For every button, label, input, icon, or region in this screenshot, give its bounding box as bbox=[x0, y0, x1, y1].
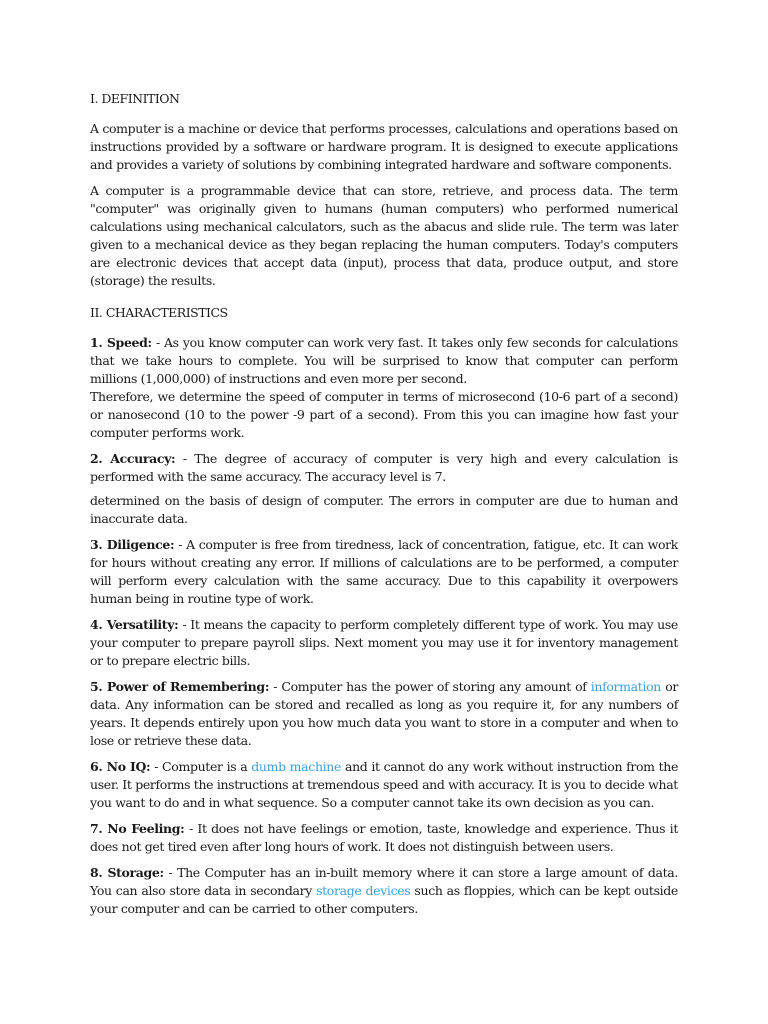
section-heading-definition: I. DEFINITION bbox=[90, 91, 180, 106]
storage-label: 8. Storage: bbox=[90, 865, 164, 880]
characteristic-diligence bbox=[90, 536, 678, 608]
storage-text-before: - The Computer has an in-built memory where it can store a large amount of data. You can also store data in secondary bbox=[90, 865, 678, 898]
section-heading-characteristics: II. CHARACTERISTICS bbox=[90, 305, 228, 320]
versatility-label: 4. Versatility: bbox=[90, 617, 179, 632]
definition-paragraph-2: A computer is a programmable device that can store, retrieve, and process data. The term "computer" was originally given to humans (human computers) who performed numerical calculations using mechanical calculators, such as the abacus and slide rule. The term was later given to a mechanical device as they began replacing the human computers. Today's computers are electronic devices that accept data (input), process that data, produce output, and store (storage) the results. bbox=[90, 183, 678, 288]
speed-text-1: - As you know computer can work very fast. It takes only few seconds for calculations that we take hours to complete. You will be surprised to know that computer can perform millions (1,000,000) of instructions and even more per second. bbox=[90, 335, 678, 386]
accuracy-text-1: - The degree of accuracy of computer is very high and every calculation is performed with the same accuracy. The accuracy level is 7. bbox=[90, 451, 678, 484]
characteristic-storage bbox=[90, 864, 678, 918]
noiq-text-before: - Computer is a bbox=[150, 759, 252, 774]
remembering-text-after: or data. Any information can be stored and recalled as long as you require it, for any numbers of years. It depends entirely upon you how much data you want to store in a computer and when to lose or retrieve these data. bbox=[90, 679, 678, 748]
information-link[interactable]: information bbox=[590, 679, 661, 694]
diligence-label: 3. Diligence: bbox=[90, 537, 175, 552]
versatility-text: - It means the capacity to perform completely different type of work. You may use your computer to prepare payroll slips. Next moment you may use it for inventory management or to prepare electric bills. bbox=[90, 617, 678, 668]
characteristic-versatility bbox=[90, 616, 678, 670]
dumb-machine-link[interactable]: dumb machine bbox=[251, 759, 342, 774]
noiq-label: 6. No IQ: bbox=[90, 759, 151, 774]
remembering-label: 5. Power of Remembering: bbox=[90, 679, 270, 694]
nofeeling-label: 7. No Feeling: bbox=[90, 821, 185, 836]
noiq-text-after: and it cannot do any work without instruction from the user. It performs the instructions at tremendous speed and with accuracy. It is you to decide what you want to do and in what sequence. So a computer cannot take its own decision as you can. bbox=[90, 759, 678, 810]
characteristic-nofeeling bbox=[90, 820, 678, 856]
document-page bbox=[90, 90, 678, 926]
characteristic-noiq bbox=[90, 758, 678, 812]
definition-paragraph-1: A computer is a machine or device that performs processes, calculations and operations based on instructions provided by a software or hardware program. It is designed to execute applications and provides a variety of solutions by combining integrated hardware and software components. bbox=[90, 121, 678, 172]
characteristic-speed bbox=[90, 334, 678, 388]
remembering-text-before: - Computer has the power of storing any amount of bbox=[269, 679, 591, 694]
characteristic-accuracy-continued: determined on the basis of design of computer. The errors in computer are due to human and inaccurate data. bbox=[90, 493, 678, 526]
nofeeling-text: - It does not have feelings or emotion, taste, knowledge and experience. Thus it does not get tired even after long hours of work. It does not distinguish between users. bbox=[90, 821, 679, 854]
speed-label: 1. Speed: bbox=[90, 335, 152, 350]
diligence-text: - A computer is free from tiredness, lack of concentration, fatigue, etc. It can work for hours without creating any error. If millions of calculations are to be performed, a computer will perform every calculation with the same accuracy. Due to this capability it overpowers human being in routine type of work. bbox=[90, 537, 678, 606]
characteristic-accuracy bbox=[90, 450, 678, 486]
storage-text-after: such as floppies, which can be kept outside your computer and can be carried to other computers. bbox=[90, 883, 678, 916]
storage-devices-link[interactable]: storage devices bbox=[316, 883, 411, 898]
characteristic-remembering bbox=[90, 678, 678, 750]
accuracy-label: 2. Accuracy: bbox=[90, 451, 176, 466]
characteristic-speed-continued: Therefore, we determine the speed of computer in terms of microsecond (10-6 part of a second) or nanosecond (10 to the power -9 part of a second). From this you can imagine how fast your computer performs work. bbox=[90, 389, 678, 440]
